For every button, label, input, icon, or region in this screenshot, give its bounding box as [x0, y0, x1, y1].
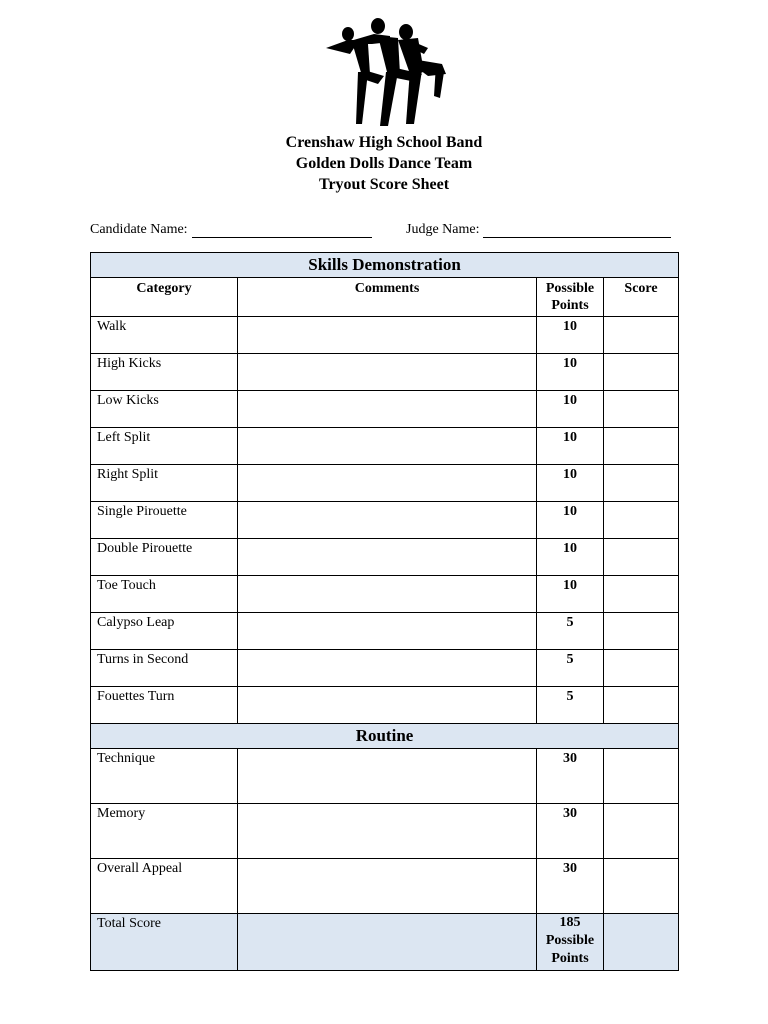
- score-cell[interactable]: [604, 687, 679, 724]
- table-row: [91, 354, 679, 391]
- candidate-name-line[interactable]: [192, 223, 372, 238]
- category-cell: Toe Touch: [91, 576, 238, 613]
- table-row: [91, 576, 679, 613]
- category-cell: Single Pirouette: [91, 502, 238, 539]
- skills-section-header: [91, 253, 679, 278]
- total-possible-points: 185 Possible Points: [537, 914, 604, 971]
- judge-name-label: Judge Name:: [406, 222, 480, 237]
- table-row: [91, 465, 679, 502]
- score-table: [90, 252, 679, 971]
- comments-cell[interactable]: [238, 465, 537, 502]
- comments-cell[interactable]: [238, 391, 537, 428]
- table-row: [91, 428, 679, 465]
- category-cell: Memory: [91, 804, 238, 859]
- routine-section-title: Routine: [91, 724, 679, 749]
- possible-points-cell: 5: [537, 650, 604, 687]
- comments-cell[interactable]: [238, 749, 537, 804]
- table-row: [91, 650, 679, 687]
- comments-cell[interactable]: [238, 687, 537, 724]
- score-cell[interactable]: [604, 749, 679, 804]
- category-column-header: Category: [91, 278, 238, 317]
- score-cell[interactable]: [604, 539, 679, 576]
- comments-cell[interactable]: [238, 613, 537, 650]
- total-score-cell[interactable]: [604, 914, 679, 971]
- score-cell[interactable]: [604, 428, 679, 465]
- category-cell: Turns in Second: [91, 650, 238, 687]
- score-cell[interactable]: [604, 391, 679, 428]
- comments-cell[interactable]: [238, 859, 537, 914]
- score-cell[interactable]: [604, 804, 679, 859]
- score-cell[interactable]: [604, 502, 679, 539]
- score-cell[interactable]: [604, 650, 679, 687]
- possible-points-cell: 10: [537, 465, 604, 502]
- comments-column-header: Comments: [238, 278, 537, 317]
- possible-points-cell: 30: [537, 749, 604, 804]
- candidate-name-label: Candidate Name:: [90, 222, 188, 237]
- comments-cell[interactable]: [238, 539, 537, 576]
- category-cell: Double Pirouette: [91, 539, 238, 576]
- score-sheet-title: Tryout Score Sheet: [318, 176, 450, 193]
- possible-points-cell: 10: [537, 539, 604, 576]
- score-column-header: Score: [604, 278, 679, 317]
- dancer-silhouettes-icon: [318, 14, 450, 132]
- judge-name-line[interactable]: [483, 223, 671, 238]
- table-row: [91, 804, 679, 859]
- score-cell[interactable]: [604, 465, 679, 502]
- table-row: [91, 749, 679, 804]
- possible-points-cell: 30: [537, 804, 604, 859]
- possible-points-cell: 10: [537, 576, 604, 613]
- category-cell: Overall Appeal: [91, 859, 238, 914]
- table-row: [91, 317, 679, 354]
- candidate-name-field[interactable]: [90, 222, 372, 238]
- possible-points-cell: 5: [537, 613, 604, 650]
- category-cell: Walk: [91, 317, 238, 354]
- comments-cell[interactable]: [238, 804, 537, 859]
- comments-cell[interactable]: [238, 650, 537, 687]
- table-row: [91, 613, 679, 650]
- category-cell: High Kicks: [91, 354, 238, 391]
- table-row: [91, 539, 679, 576]
- category-cell: Low Kicks: [91, 391, 238, 428]
- column-header-row: [91, 278, 679, 317]
- comments-cell[interactable]: [238, 428, 537, 465]
- score-cell[interactable]: [604, 613, 679, 650]
- comments-cell[interactable]: [238, 317, 537, 354]
- table-row: [91, 687, 679, 724]
- possible-points-cell: 10: [537, 317, 604, 354]
- table-row: [91, 859, 679, 914]
- possible-points-cell: 30: [537, 859, 604, 914]
- comments-cell[interactable]: [238, 576, 537, 613]
- comments-cell[interactable]: [238, 354, 537, 391]
- category-cell: Left Split: [91, 428, 238, 465]
- routine-section-header: [91, 724, 679, 749]
- score-cell[interactable]: [604, 859, 679, 914]
- table-row: [91, 391, 679, 428]
- total-score-label: Total Score: [91, 914, 238, 971]
- total-comment-cell: [238, 914, 537, 971]
- possible-points-cell: 5: [537, 687, 604, 724]
- dance-team-title: Golden Dolls Dance Team: [295, 155, 473, 172]
- category-cell: Technique: [91, 749, 238, 804]
- comments-cell[interactable]: [238, 502, 537, 539]
- judge-name-field[interactable]: [406, 222, 671, 238]
- score-cell[interactable]: [604, 317, 679, 354]
- school-band-title: Crenshaw High School Band: [285, 134, 483, 151]
- title-block: [0, 132, 768, 195]
- category-cell: Calypso Leap: [91, 613, 238, 650]
- possible-points-cell: 10: [537, 502, 604, 539]
- total-score-row: [91, 914, 679, 971]
- table-row: [91, 502, 679, 539]
- possible-points-cell: 10: [537, 354, 604, 391]
- score-cell[interactable]: [604, 354, 679, 391]
- possible-points-column-header: Possible Points: [537, 278, 604, 317]
- possible-points-cell: 10: [537, 428, 604, 465]
- score-cell[interactable]: [604, 576, 679, 613]
- category-cell: Right Split: [91, 465, 238, 502]
- category-cell: Fouettes Turn: [91, 687, 238, 724]
- possible-points-cell: 10: [537, 391, 604, 428]
- skills-section-title: Skills Demonstration: [91, 253, 679, 278]
